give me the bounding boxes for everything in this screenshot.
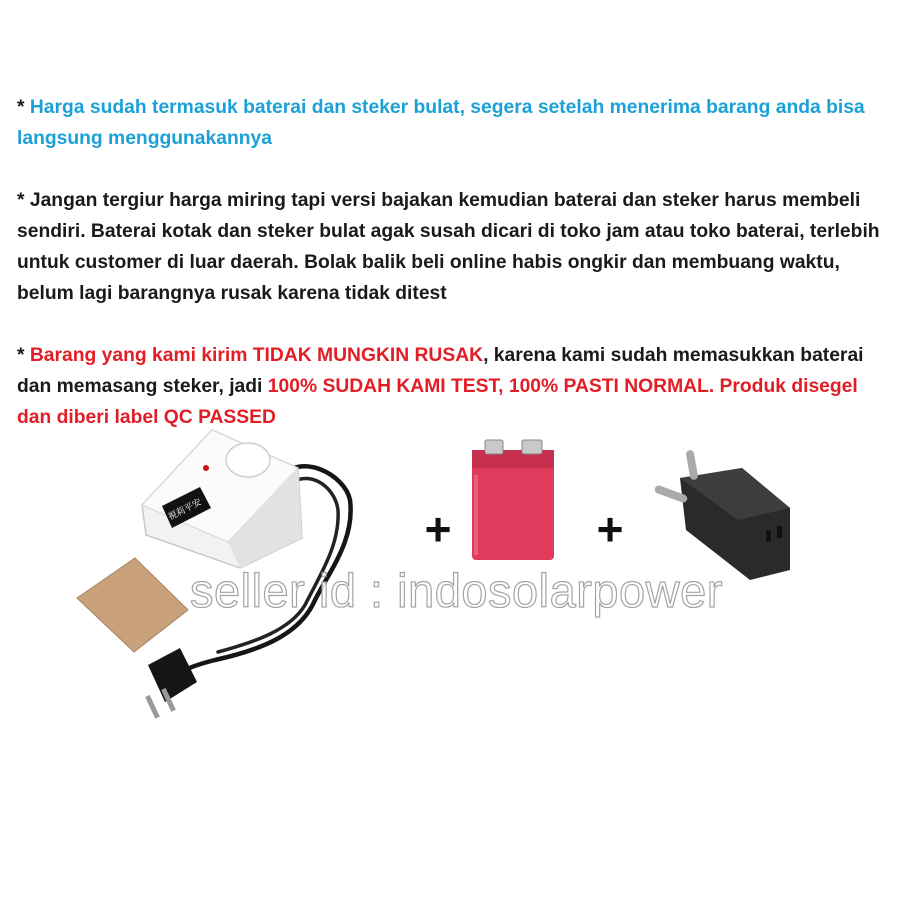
bullet: * <box>17 97 30 118</box>
product-notes <box>17 92 889 464</box>
battery-9v <box>472 440 554 560</box>
water-alarm-device <box>142 430 302 568</box>
guarantee-highlight: Barang yang kami kirim TIDAK MUNGKIN RUSAK <box>29 345 484 366</box>
note-included-items <box>17 92 889 154</box>
guarantee-text: , karena kami sudah memasukkan baterai dan memasang steker, jadi <box>17 345 864 397</box>
qc-passed-highlight: 100% SUDAH KAMI TEST, 100% PASTI NORMAL. Produk disegel dan diberi label QC PASSED <box>17 376 858 428</box>
bullet: * <box>17 345 30 366</box>
plus-sign: + <box>596 503 624 555</box>
plug-adapter <box>654 450 790 580</box>
plus-sign: + <box>424 503 452 555</box>
note-warning-counterfeit: * Jangan tergiur harga miring tapi versi bajakan kemudian baterai dan steker harus membeli sendiri. Baterai kotak dan steker bulat agak susah dicari di toko jam atau toko baterai, terlebih untuk customer di luar daerah. Bolak balik beli online habis ongkir dan membuang waktu, belum lagi barangnya rusak karena tidak ditest <box>17 190 880 304</box>
note-included-text: Harga sudah termasuk baterai dan steker bulat, segera setelah menerima barang anda bisa langsung menggunakannya <box>17 97 865 149</box>
svg-text:視莉平安: 視莉平安 <box>166 497 204 523</box>
adhesive-pad <box>77 558 188 652</box>
seller-watermark: seller id : indosolarpower <box>190 564 723 617</box>
ac-plug <box>145 648 197 719</box>
